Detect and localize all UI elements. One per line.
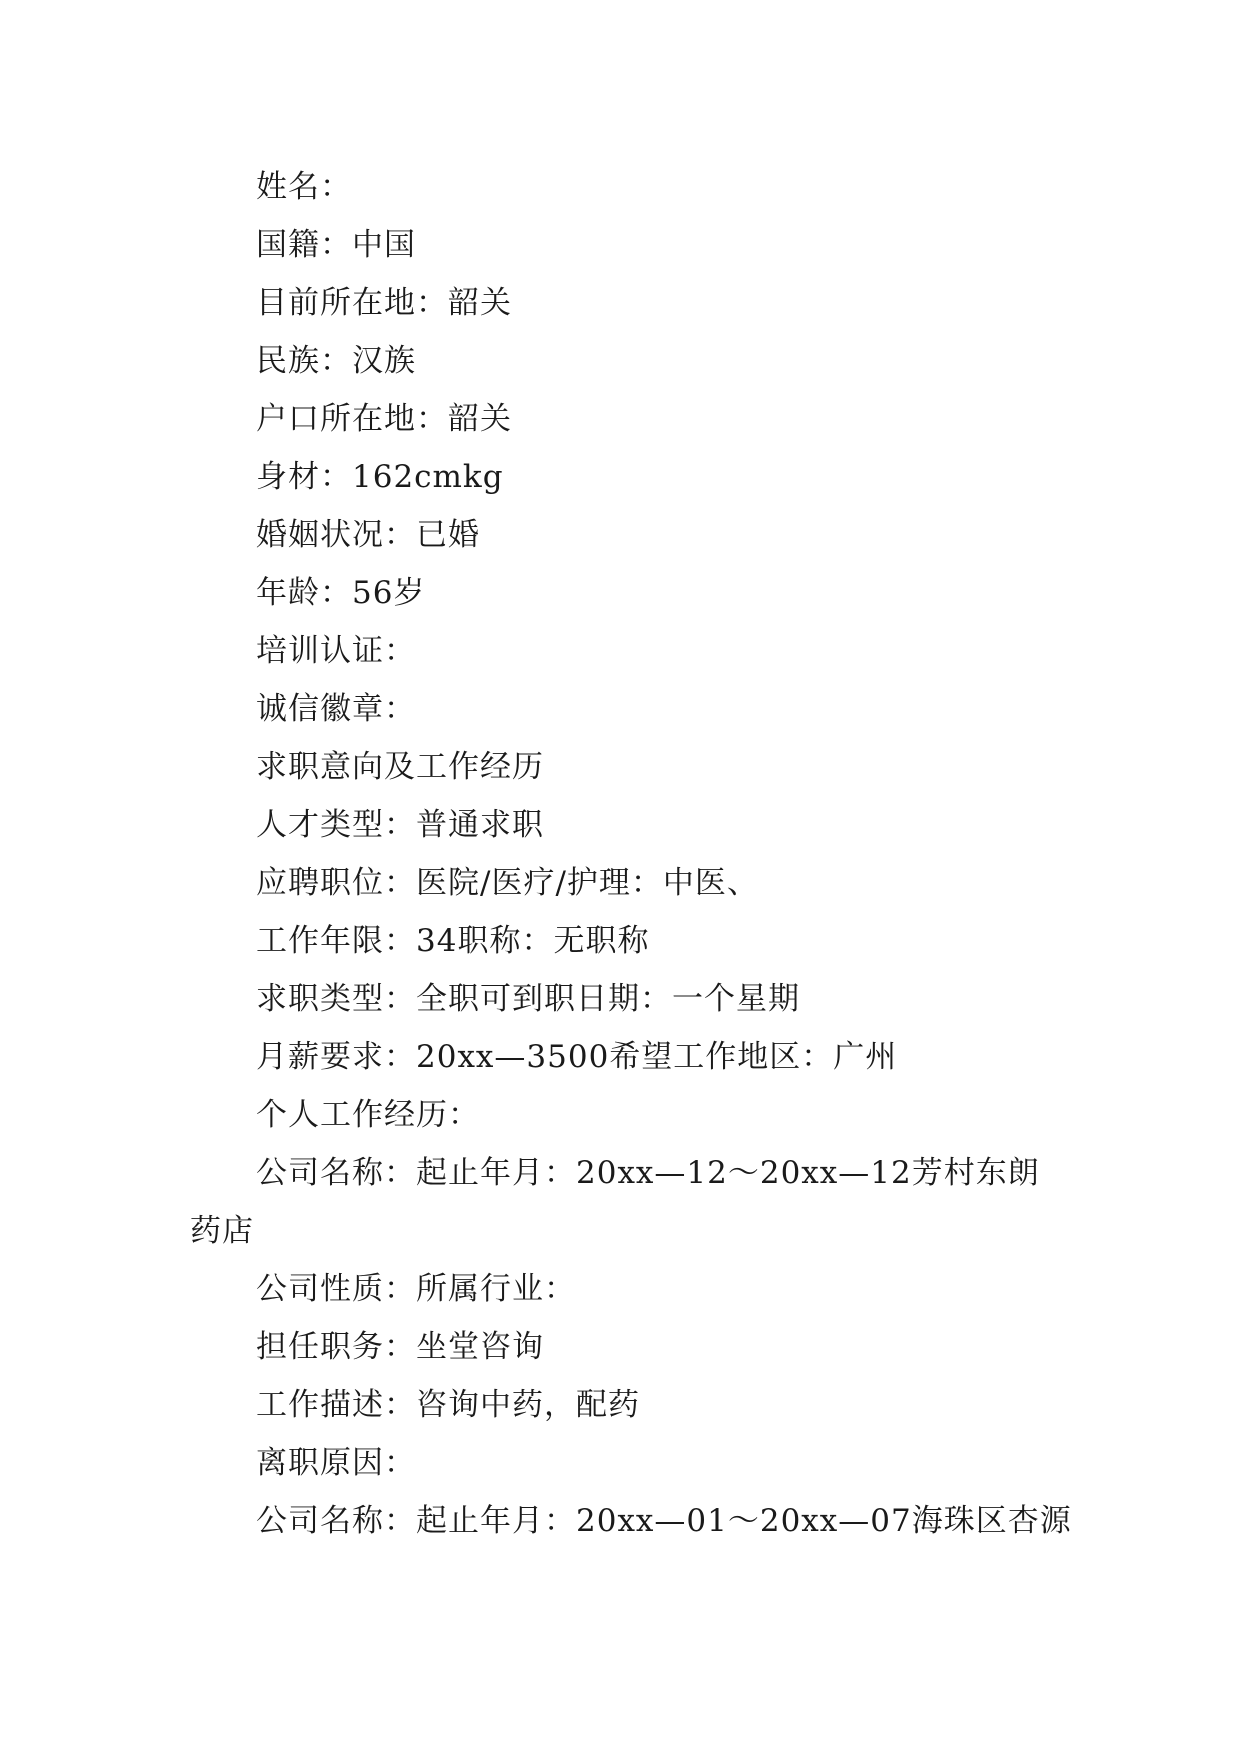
ethnicity-line: 民族：汉族 [256,343,416,379]
household-location-line: 户口所在地：韶关 [256,401,512,437]
company-1-line: 公司名称：起止年月：20xx—12～20xx—12芳村东朗药店 [190,1155,1040,1249]
job-description-line: 工作描述：咨询中药，配药 [256,1387,640,1423]
training-certification-line: 培训认证： [256,633,416,669]
age-line: 年龄：56岁 [256,575,426,611]
section-heading-job-intent: 求职意向及工作经历 [256,749,544,785]
job-type-line: 求职类型：全职可到职日期：一个星期 [256,981,800,1017]
integrity-badge-line: 诚信徽章： [256,691,416,727]
salary-line: 月薪要求：20xx—3500希望工作地区：广州 [256,1039,898,1075]
marital-status-line: 婚姻状况：已婚 [256,517,480,553]
company-nature-line: 公司性质：所属行业： [256,1271,576,1307]
talent-type-line: 人才类型：普通求职 [256,807,544,843]
position-held-line: 担任职务：坐堂咨询 [256,1329,544,1365]
work-years-line: 工作年限：34职称：无职称 [256,923,650,959]
nationality-line: 国籍：中国 [256,227,416,263]
applied-position-line: 应聘职位：医院/医疗/护理：中医、 [256,865,759,901]
resume-body [190,158,1072,1550]
current-location-line: 目前所在地：韶关 [256,285,512,321]
name-line: 姓名： [256,169,352,205]
company-2-line: 公司名称：起止年月：20xx—01～20xx—07海珠区杏源 [256,1503,1072,1539]
height-line: 身材：162cmkg [256,459,504,495]
section-heading-work-history: 个人工作经历： [256,1097,480,1133]
leave-reason-line: 离职原因： [256,1445,416,1481]
